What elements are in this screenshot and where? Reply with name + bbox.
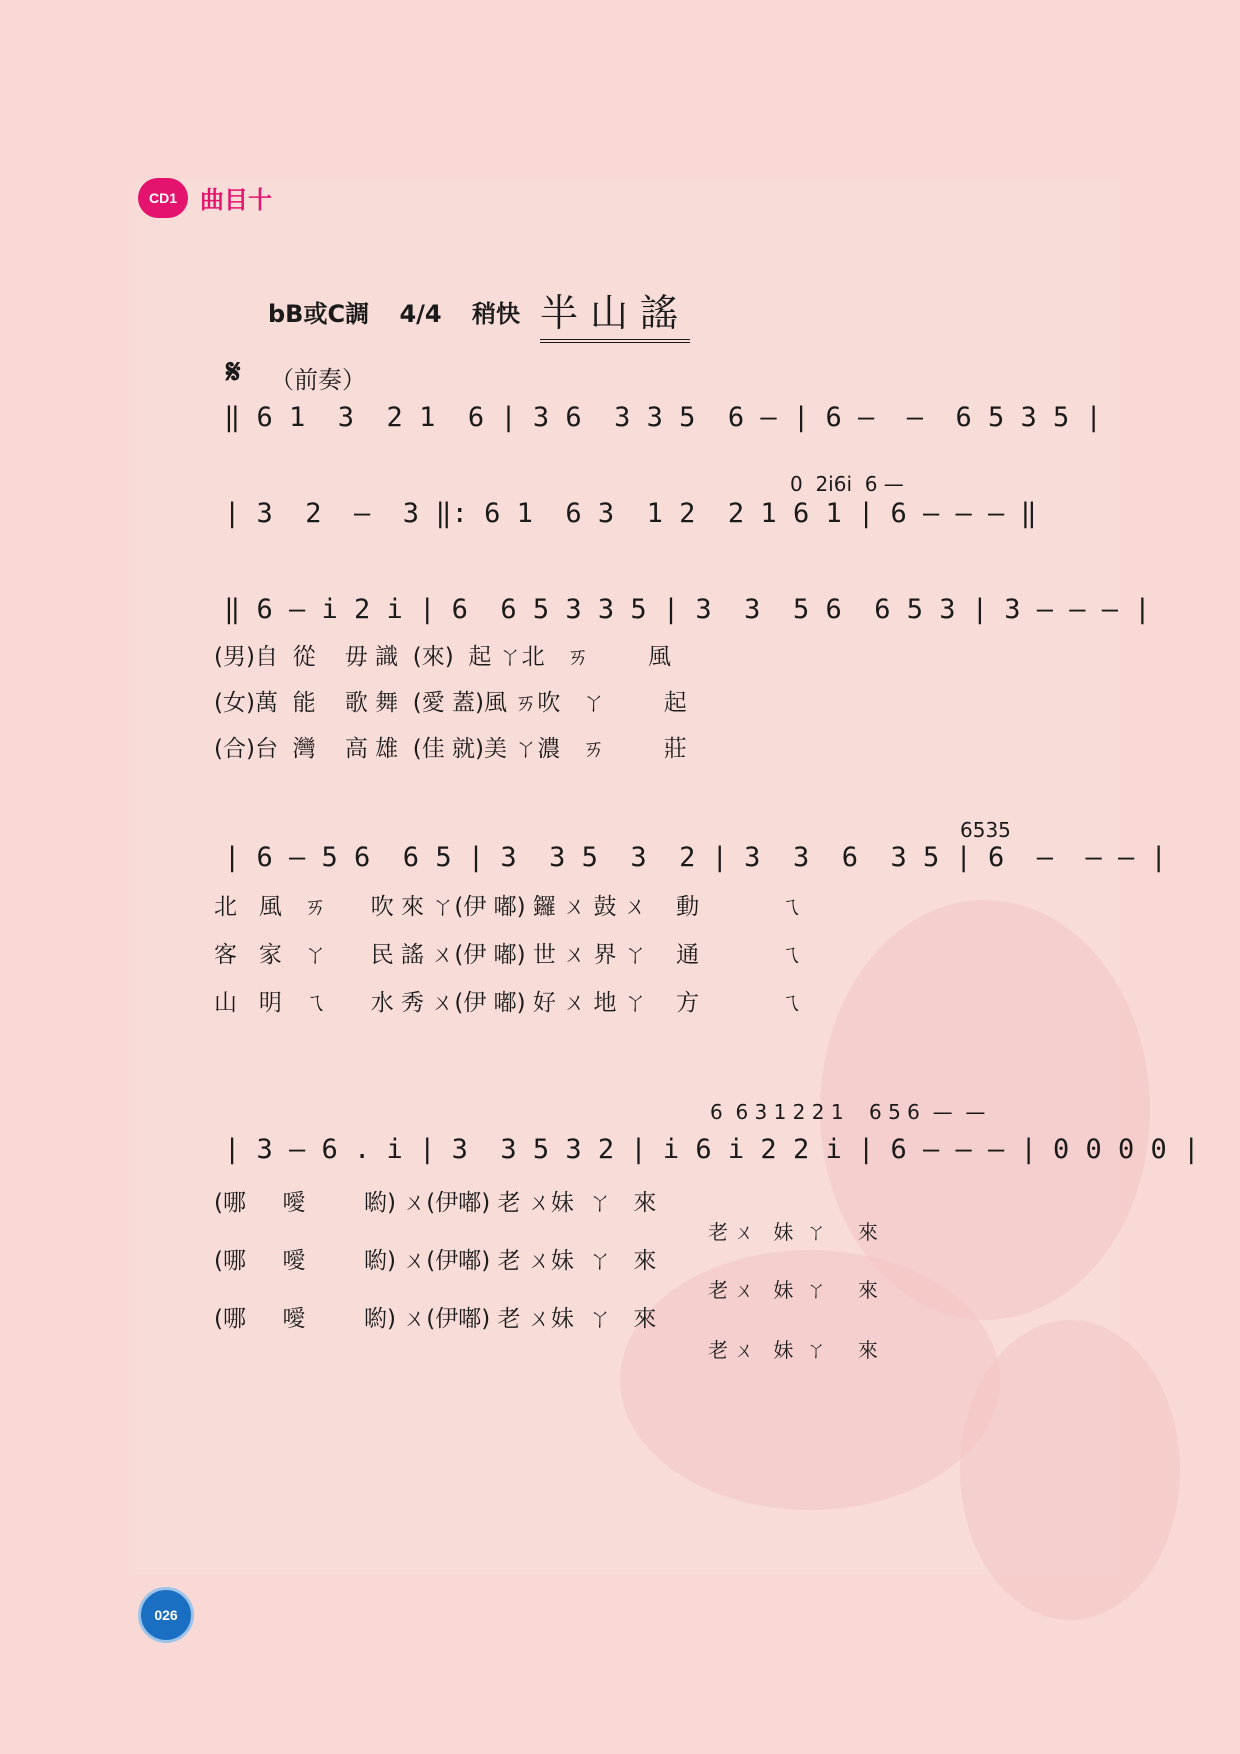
echo-line: 老 ㄨ 妹 ㄚ 來 — [708, 1338, 878, 1362]
echo-line: 老 ㄨ 妹 ㄚ 來 — [708, 1278, 878, 1302]
lyrics-line: (合)台 灣 高 雄 (佳 就)美 ㄚ濃 ㄞ 莊 — [214, 736, 687, 762]
page-number: 026 — [138, 1587, 194, 1643]
lyrics-line: 客 家 ㄚ 民 謠 ㄨ(伊 嘟) 世 ㄨ 界 ㄚ 通 ㄟ — [214, 942, 803, 968]
lyrics-line: (男)自 從 毋 識 (來) 起 ㄚ北 ㄞ 風 — [214, 644, 672, 670]
notation-row-5: | 3 — 6 . i | 3 3 5 3 2 | i 6 i 2 2 i | 6 — — — | 0 0 0 0 | — [224, 1134, 1200, 1165]
lyrics-line: 北 風 ㄞ 吹 來 ㄚ(伊 嘟) 鑼 ㄨ 鼓 ㄨ 動 ㄟ — [214, 894, 803, 920]
prelude-label: （前奏） — [270, 366, 366, 394]
time-signature: 4/4 — [399, 300, 442, 328]
notation-ornament: 0 2i6i 6 — — [790, 472, 904, 496]
flower-decoration — [960, 1320, 1180, 1620]
notation-row-3: ‖ 6 — i 2 i | 6 6 5 3 3 5 | 3 3 5 6 6 5 3 | 3 — — — | — [224, 594, 1151, 625]
lyrics-line: (女)萬 能 歌 舞 (愛 蓋)風 ㄞ吹 ㄚ 起 — [214, 690, 687, 716]
notation-row-2: | 3 2 — 3 ‖: 6 1 6 3 1 2 2 1 6 1 | 6 — — — ‖ — [224, 498, 1037, 529]
segno-symbol: 𝄋 — [226, 352, 241, 392]
lyrics-line: (哪 噯 喲) ㄨ(伊嘟) 老 ㄨ妹 ㄚ 來 — [214, 1248, 657, 1274]
song-header — [268, 294, 542, 329]
track-title: 曲目十 — [200, 186, 272, 214]
tempo-marking: 稍快 — [471, 300, 520, 328]
cd-badge: CD1 — [138, 178, 188, 218]
notation-row-1: ‖ 6 1 3 2 1 6 | 3 6 3 3 5 6 — | 6 — — 6 5 3 5 | — [224, 402, 1102, 433]
notation-ornament: 6 6 3 1 2 2 1 6 5 6 — — — [710, 1100, 986, 1124]
key-signature: bB或C調 — [268, 300, 370, 328]
lyrics-line: (哪 噯 喲) ㄨ(伊嘟) 老 ㄨ妹 ㄚ 來 — [214, 1306, 657, 1332]
song-title: 半山謠 — [540, 282, 690, 343]
lyrics-line: 山 明 ㄟ 水 秀 ㄨ(伊 嘟) 好 ㄨ 地 ㄚ 方 ㄟ — [214, 990, 803, 1016]
notation-row-4: | 6 — 5 6 6 5 | 3 3 5 3 2 | 3 3 6 3 5 | 6 — — — | — [224, 842, 1167, 873]
lyrics-line: (哪 噯 喲) ㄨ(伊嘟) 老 ㄨ妹 ㄚ 來 — [214, 1190, 657, 1216]
notation-ornament: 6535 — [960, 818, 1011, 842]
echo-line: 老 ㄨ 妹 ㄚ 來 — [708, 1220, 878, 1244]
